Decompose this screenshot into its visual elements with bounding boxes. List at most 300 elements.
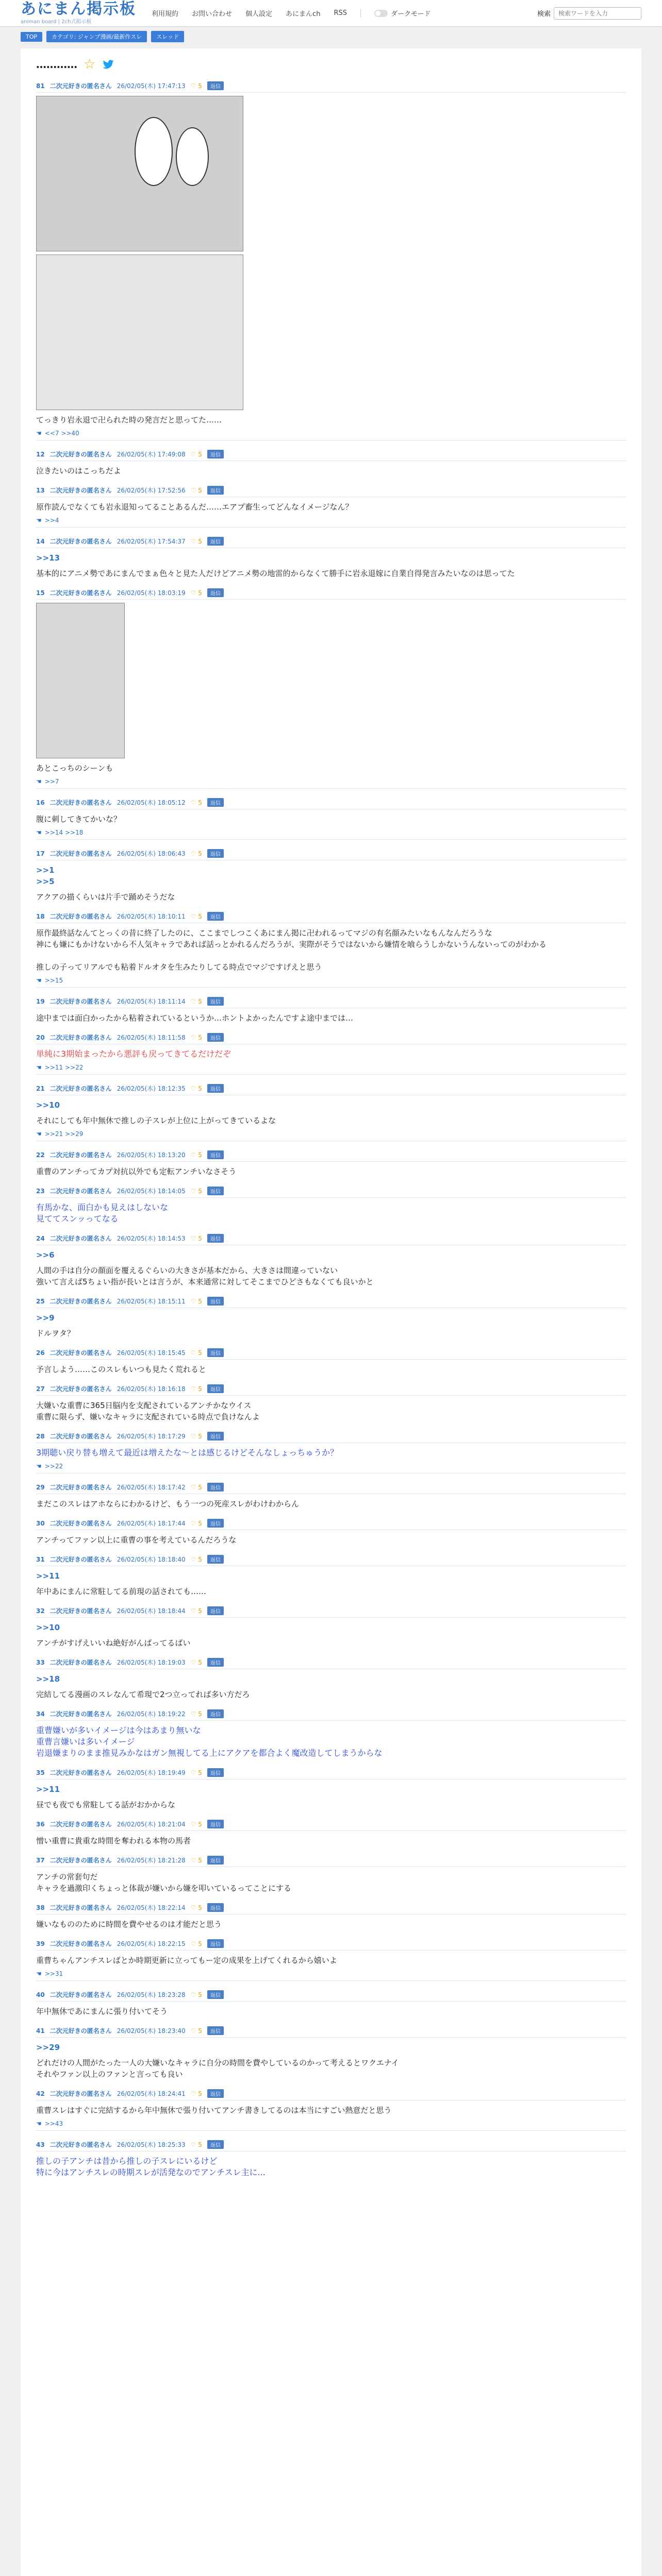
reply-icon: ☚: [36, 778, 42, 785]
post-item: [36, 912, 626, 988]
post-date: 26/02/05(木) 18:24:41: [117, 2090, 186, 2097]
like-count[interactable]: ♡ 5: [190, 486, 202, 494]
post-meta: [36, 1033, 626, 1044]
post-author: 二次元好きの匿名さん: [49, 1151, 112, 1159]
post-meta: [36, 1709, 626, 1721]
post-meta: [36, 537, 626, 548]
post-author: 二次元好きの匿名さん: [49, 1904, 112, 1911]
reply-button[interactable]: 返信: [207, 1297, 224, 1306]
like-count[interactable]: ♡ 5: [190, 1607, 202, 1615]
post-meta: [36, 2089, 626, 2100]
post-date: 26/02/05(木) 18:05:12: [117, 799, 186, 806]
post-author: 二次元好きの匿名さん: [49, 1607, 112, 1615]
post-body: 昼でも夜でも常駐してる話がおかからな: [36, 1800, 176, 1809]
post-body: 重曹ちゃんアンチスレばとか時期更新に立ってもー定の成果を上げてくれるから嬉いよ: [36, 1956, 337, 1965]
like-value: 5: [198, 912, 202, 920]
reply-links[interactable]: >>15: [44, 977, 63, 984]
post-anchor[interactable]: >>29: [36, 2043, 60, 2052]
post-number[interactable]: 21: [36, 1084, 45, 1092]
post-body: アンチってファン以上に重曹の事を考えているんだろうな: [36, 1535, 237, 1545]
post-date: 26/02/05(木) 18:19:49: [117, 1769, 186, 1776]
reply-button[interactable]: 返信: [207, 798, 224, 807]
post-item: [36, 1033, 626, 1075]
reply-button[interactable]: 返信: [207, 1990, 224, 1999]
post-date: 26/02/05(木) 18:14:53: [117, 1235, 186, 1242]
post-item: [36, 1297, 626, 1339]
reply-links[interactable]: >>43: [44, 2120, 63, 2127]
post-author: 二次元好きの匿名さん: [49, 538, 112, 545]
post-number[interactable]: 14: [36, 537, 45, 545]
like-count[interactable]: ♡ 5: [190, 912, 202, 920]
post-meta: [36, 2140, 626, 2151]
post-author: 二次元好きの匿名さん: [49, 913, 112, 920]
reply-button[interactable]: 返信: [207, 2140, 224, 2149]
reply-button[interactable]: 返信: [207, 1483, 224, 1492]
top-nav: [152, 8, 431, 18]
like-count[interactable]: ♡ 5: [190, 1820, 202, 1828]
post-meta: [36, 1519, 626, 1530]
post-author: 二次元好きの匿名さん: [49, 1085, 112, 1092]
reply-links[interactable]: >>22: [44, 1463, 63, 1470]
like-value: 5: [198, 2090, 202, 2097]
reply-button[interactable]: 返信: [207, 1234, 224, 1243]
like-count[interactable]: ♡ 5: [190, 2141, 202, 2148]
post-author: 二次元好きの匿名さん: [49, 451, 112, 458]
post-author: 二次元好きの匿名さん: [49, 799, 112, 806]
post-date: 26/02/05(木) 18:15:45: [117, 1349, 186, 1357]
reply-icon: ☚: [36, 2120, 42, 2127]
post-number[interactable]: 23: [36, 1187, 45, 1195]
like-count[interactable]: ♡ 5: [190, 1432, 202, 1440]
post-body: 泣きたいのはこっちだよ: [36, 466, 121, 476]
reply-button[interactable]: 返信: [207, 81, 224, 90]
post-body: 腹に刺してきてかいな？: [36, 815, 122, 824]
post-number[interactable]: 40: [36, 1991, 45, 1998]
post-number[interactable]: 33: [36, 1658, 45, 1666]
like-count[interactable]: ♡ 5: [190, 2090, 202, 2097]
reply-button[interactable]: 返信: [207, 1903, 224, 1912]
post-reply-links: [36, 778, 626, 789]
like-count[interactable]: ♡ 5: [190, 1033, 202, 1041]
post-item: [36, 1709, 626, 1759]
like-value: 5: [198, 537, 202, 545]
like-count[interactable]: ♡ 5: [190, 1234, 202, 1242]
post-date: 26/02/05(木) 18:13:20: [117, 1151, 186, 1159]
post-author: 二次元好きの匿名さん: [49, 1857, 112, 1864]
post-list: [36, 81, 626, 2178]
reply-button[interactable]: 返信: [207, 537, 224, 546]
post-body: 憎い重曹に貴重な時間を奪われる本物の馬者: [36, 1836, 191, 1845]
post-item: [36, 1903, 626, 1930]
post-number[interactable]: 18: [36, 912, 45, 920]
post-author: 二次元好きの匿名さん: [49, 2090, 112, 2097]
post-reply-links: [36, 1970, 626, 1981]
reply-button[interactable]: 返信: [207, 2089, 224, 2098]
darkmode-toggle[interactable]: [374, 8, 431, 18]
post-body: 嫌いなもののために時間を費やせるのは才能だと思う: [36, 1920, 222, 1929]
reply-button[interactable]: 返信: [207, 1384, 224, 1393]
like-value: 5: [198, 850, 202, 857]
post-date: 26/02/05(木) 17:52:56: [117, 487, 186, 494]
like-value: 5: [198, 1991, 202, 1998]
post-number[interactable]: 34: [36, 1710, 45, 1718]
post-item: [36, 1856, 626, 1894]
reply-button[interactable]: 返信: [207, 912, 224, 921]
post-author: 二次元好きの匿名さん: [49, 1349, 112, 1357]
post-number[interactable]: 81: [36, 82, 45, 90]
like-count[interactable]: ♡ 5: [190, 799, 202, 806]
breadcrumb-top[interactable]: TOP: [21, 32, 42, 42]
reply-button[interactable]: 返信: [207, 849, 224, 858]
post-reply-links: [36, 1463, 626, 1473]
post-author: 二次元好きの匿名さん: [49, 487, 112, 494]
post-meta: [36, 1903, 626, 1914]
reply-button[interactable]: 返信: [207, 486, 224, 495]
reply-links[interactable]: >>7: [44, 778, 59, 785]
post-body: アクアの描くらいは片手で踊めそうだな: [36, 892, 175, 902]
reply-links[interactable]: >>31: [44, 1970, 63, 1977]
like-count[interactable]: ♡ 5: [190, 537, 202, 545]
post-anchor[interactable]: >>10: [36, 1623, 60, 1632]
reply-links[interactable]: >>4: [44, 517, 59, 524]
post-body: 年中無休であにまんに張り付いてそう: [36, 2007, 168, 2016]
post-meta: [36, 2026, 626, 2038]
reply-button[interactable]: 返信: [207, 1820, 224, 1828]
like-count[interactable]: ♡ 5: [190, 850, 202, 857]
like-value: 5: [198, 1607, 202, 1615]
like-value: 5: [198, 486, 202, 494]
post-date: 26/02/05(木) 18:21:28: [117, 1857, 186, 1864]
post-date: 26/02/05(木) 18:11:58: [117, 1034, 186, 1041]
logo-text[interactable]: あにまん掲示板: [21, 0, 136, 18]
post-item: [36, 1150, 626, 1177]
post-item: [36, 2026, 626, 2080]
post-reply-links: [36, 829, 626, 840]
post-number[interactable]: 20: [36, 1033, 45, 1041]
breadcrumb-category[interactable]: カテゴリ: ジャンプ漫画/最新作スレ: [46, 31, 147, 42]
post-item: [36, 1384, 626, 1422]
like-count[interactable]: ♡ 5: [190, 1187, 202, 1195]
like-count[interactable]: ♡ 5: [190, 1940, 202, 1947]
post-author: 二次元好きの匿名さん: [49, 1520, 112, 1527]
post-meta: [36, 1384, 626, 1396]
reply-button[interactable]: 返信: [207, 1519, 224, 1528]
post-number[interactable]: 25: [36, 1297, 45, 1305]
like-count[interactable]: ♡ 5: [190, 450, 202, 458]
post-date: 26/02/05(木) 18:10:11: [117, 913, 186, 920]
post-date: 26/02/05(木) 18:12:35: [117, 1085, 186, 1092]
post-author: 二次元好きの匿名さん: [49, 1385, 112, 1393]
like-value: 5: [198, 82, 202, 90]
nav-divider: [360, 9, 361, 18]
post-date: 26/02/05(木) 17:47:13: [117, 82, 186, 90]
post-date: 26/02/05(木) 18:17:29: [117, 1433, 186, 1440]
like-count[interactable]: ♡ 5: [190, 1710, 202, 1718]
reply-button[interactable]: 返信: [207, 1856, 224, 1865]
post-date: 26/02/05(木) 18:18:44: [117, 1607, 186, 1615]
post-item: [36, 1519, 626, 1546]
like-count[interactable]: ♡ 5: [190, 1151, 202, 1159]
thread-title-row: [36, 57, 626, 72]
post-anchor[interactable]: >>13: [36, 553, 60, 563]
toggle-switch-icon[interactable]: [374, 10, 388, 17]
post-number[interactable]: 39: [36, 1940, 45, 1947]
reply-button[interactable]: 返信: [207, 1348, 224, 1357]
post-item: [36, 2089, 626, 2131]
post-body: てっきり岩永退で卍られた時の発言だと思ってた……: [36, 415, 222, 425]
like-value: 5: [198, 1483, 202, 1491]
like-value: 5: [198, 2141, 202, 2148]
post-anchor[interactable]: >>10: [36, 1100, 60, 1110]
post-anchor[interactable]: >>6: [36, 1250, 55, 1260]
nav-animanch[interactable]: あにまんch: [286, 10, 321, 18]
search-input[interactable]: [557, 9, 637, 18]
like-value: 5: [198, 1769, 202, 1776]
post-number[interactable]: 17: [36, 850, 45, 857]
nav-settings[interactable]: 個人設定: [245, 10, 273, 18]
post-body: 途中までは面白かったから粘着されているというか…ホントよかったんですよ途中までは…: [36, 1013, 354, 1023]
post-meta: [36, 912, 626, 923]
nav-rss[interactable]: RSS: [334, 9, 347, 17]
post-number[interactable]: 41: [36, 2027, 45, 2035]
post-anchor[interactable]: >>18: [36, 1674, 60, 1684]
thread-main: [21, 48, 641, 2576]
post-meta: [36, 1150, 626, 1162]
like-count[interactable]: ♡ 5: [190, 1856, 202, 1864]
like-count[interactable]: ♡ 5: [190, 997, 202, 1005]
reply-links[interactable]: >>14 >>18: [44, 829, 84, 836]
post-number[interactable]: 32: [36, 1607, 45, 1615]
post-body: 重曹スレはすぐに完結するから年中無休で張り付いてアンチ書きしてるのは本当にすごい熱意だと思う: [36, 2106, 392, 2115]
reply-links[interactable]: >>21 >>29: [44, 1130, 84, 1138]
post-author: 二次元好きの匿名さん: [49, 1188, 112, 1195]
twitter-share-icon[interactable]: [102, 58, 115, 71]
reply-button[interactable]: 返信: [207, 1939, 224, 1948]
breadcrumb-thread[interactable]: スレッド: [151, 31, 184, 42]
reply-button[interactable]: 返信: [207, 997, 224, 1006]
nav-terms[interactable]: 利用規約: [152, 10, 179, 18]
reply-button[interactable]: 返信: [207, 1768, 224, 1777]
like-count[interactable]: ♡ 5: [190, 589, 202, 597]
post-anchor[interactable]: >>11: [36, 1785, 60, 1794]
post-number[interactable]: 26: [36, 1349, 45, 1357]
post-number[interactable]: 36: [36, 1820, 45, 1828]
post-number[interactable]: 15: [36, 589, 45, 597]
post-date: 26/02/05(木) 18:03:19: [117, 589, 186, 597]
post-body: それにしても年中無休で推しの子スレが上位に上がってきているよな: [36, 1116, 276, 1125]
post-number[interactable]: 37: [36, 1856, 45, 1864]
manga-panel-image[interactable]: [36, 96, 243, 251]
post-body: 基本的にアニメ勢であにまんでまぁ色々と見た人だけどアニメ勢の地雷的からなくて勝手に岩永退嫁に自業自得発言みたいなのは思ってた: [36, 569, 515, 578]
post-meta: [36, 1768, 626, 1780]
post-meta: [36, 1084, 626, 1095]
post-number[interactable]: 16: [36, 799, 45, 806]
reply-button[interactable]: 返信: [207, 1606, 224, 1615]
post-item: [36, 849, 626, 903]
post-author: 二次元好きの匿名さん: [49, 589, 112, 597]
post-meta: [36, 1187, 626, 1198]
post-number[interactable]: 28: [36, 1432, 45, 1440]
post-reply-links: [36, 1064, 626, 1075]
post-number[interactable]: 13: [36, 486, 45, 494]
like-value: 5: [198, 1710, 202, 1718]
post-body-blue: 推しの子アンチは昔から推しの子スレにいるけど 特に今はアンチスレの時期スレが活発なのでアンチスレ主に...: [36, 2156, 266, 2177]
post-date: 26/02/05(木) 18:11:14: [117, 998, 186, 1005]
post-item: [36, 1483, 626, 1510]
reply-button[interactable]: 返信: [207, 2026, 224, 2035]
reply-button[interactable]: 返信: [207, 450, 224, 459]
like-value: 5: [198, 1519, 202, 1527]
post-author: 二次元好きの匿名さん: [49, 1710, 112, 1718]
post-number[interactable]: 38: [36, 1904, 45, 1911]
post-date: 26/02/05(木) 18:19:22: [117, 1710, 186, 1718]
reply-button[interactable]: 返信: [207, 1709, 224, 1718]
post-date: 26/02/05(木) 17:49:08: [117, 451, 186, 458]
favorite-star-icon[interactable]: ☆: [84, 57, 96, 72]
reply-button[interactable]: 返信: [207, 588, 224, 597]
post-number[interactable]: 43: [36, 2141, 45, 2148]
post-meta: [36, 486, 626, 497]
post-item: [36, 588, 626, 789]
like-count[interactable]: ♡ 5: [190, 1385, 202, 1393]
post-author: 二次元好きの匿名さん: [49, 2141, 112, 2148]
site-header: [0, 0, 662, 27]
reply-icon: ☚: [36, 1970, 42, 1977]
like-value: 5: [198, 1084, 202, 1092]
post-item: [36, 1084, 626, 1141]
like-count[interactable]: ♡ 5: [190, 1519, 202, 1527]
post-number[interactable]: 42: [36, 2090, 45, 2097]
post-body: 人間の手は自分の顔面を覆えるぐらいの大きさが基本だから、大きさは間違っていない 強いて言えば5ちょい指が長いとは言うが、本来通常に対してそこまでひどさもなくても良いかと: [36, 1266, 374, 1286]
like-count[interactable]: ♡ 5: [190, 82, 202, 90]
nav-contact[interactable]: お問い合わせ: [192, 10, 233, 18]
post-meta: [36, 997, 626, 1008]
reply-button[interactable]: 返信: [207, 1432, 224, 1440]
like-count[interactable]: ♡ 5: [190, 1769, 202, 1776]
reply-icon: ☚: [36, 829, 42, 836]
post-item: [36, 1820, 626, 1846]
reply-button[interactable]: 返信: [207, 1150, 224, 1159]
reply-button[interactable]: 返信: [207, 1658, 224, 1667]
post-author: 二次元好きの匿名さん: [49, 1769, 112, 1776]
post-reply-links: [36, 2120, 626, 2131]
post-number[interactable]: 19: [36, 997, 45, 1005]
post-anchor[interactable]: >>11: [36, 1571, 60, 1581]
post-anchor[interactable]: >>9: [36, 1313, 55, 1323]
reply-button[interactable]: 返信: [207, 1084, 224, 1093]
post-author: 二次元好きの匿名さん: [49, 1556, 112, 1563]
post-item: [36, 997, 626, 1024]
post-number[interactable]: 35: [36, 1769, 45, 1776]
post-date: 26/02/05(木) 18:14:05: [117, 1188, 186, 1195]
reply-icon: ☚: [36, 1463, 42, 1470]
post-number[interactable]: 27: [36, 1385, 45, 1393]
like-count[interactable]: ♡ 5: [190, 1658, 202, 1666]
like-count[interactable]: ♡ 5: [190, 1904, 202, 1911]
post-meta: [36, 798, 626, 809]
post-body-red: 単純に3期始まったから悪評も戻ってきてるだけだぞ: [36, 1049, 231, 1059]
post-body: 原作読んでなくても岩永退知ってることあるんだ……エアプ畜生ってどんなイメージなん？: [36, 502, 353, 512]
like-value: 5: [198, 2027, 202, 2035]
manga-panel-image[interactable]: [36, 603, 125, 758]
post-body: アンチがすげえいいね絶好がんばってるばい: [36, 1638, 191, 1648]
post-author: 二次元好きの匿名さん: [49, 1940, 112, 1947]
post-item: [36, 1939, 626, 1981]
post-item: [36, 1555, 626, 1597]
reply-button[interactable]: 返信: [207, 1555, 224, 1564]
search-box[interactable]: [554, 7, 641, 20]
site-logo[interactable]: [21, 2, 136, 25]
like-value: 5: [198, 1940, 202, 1947]
post-item: [36, 537, 626, 579]
like-count[interactable]: ♡ 5: [190, 1483, 202, 1491]
like-value: 5: [198, 997, 202, 1005]
reply-links[interactable]: >>11 >>22: [44, 1064, 84, 1071]
post-author: 二次元好きの匿名さん: [49, 1991, 112, 1998]
reply-button[interactable]: 返信: [207, 1033, 224, 1042]
like-count[interactable]: ♡ 5: [190, 1084, 202, 1092]
post-date: 26/02/05(木) 17:54:37: [117, 538, 186, 545]
post-body: 完結してる漫画のスレなんて希現で2つ立ってれば多い方だろ: [36, 1690, 250, 1699]
logo-subtitle: animan board | 2ch式掲示板: [21, 19, 92, 25]
post-meta: [36, 849, 626, 860]
like-value: 5: [198, 1187, 202, 1195]
reply-icon: ☚: [36, 517, 42, 524]
manga-panel-image[interactable]: [36, 255, 243, 410]
like-count[interactable]: ♡ 5: [190, 1991, 202, 1998]
post-author: 二次元好きの匿名さん: [49, 2027, 112, 2035]
post-item: [36, 1432, 626, 1473]
reply-icon: ☚: [36, 1064, 42, 1071]
like-value: 5: [198, 450, 202, 458]
post-meta: [36, 1297, 626, 1308]
post-number[interactable]: 31: [36, 1555, 45, 1563]
like-count[interactable]: ♡ 5: [190, 1349, 202, 1357]
post-reply-links: [36, 1130, 626, 1141]
post-author: 二次元好きの匿名さん: [49, 850, 112, 857]
post-body-blue: 3期聴い戻り替も増えて最近は増えたな〜とは感じるけどそんなしょっちゅうか？: [36, 1448, 339, 1458]
post-number[interactable]: 24: [36, 1234, 45, 1242]
search-area: [537, 7, 641, 20]
post-item: [36, 1990, 626, 2017]
like-count[interactable]: ♡ 5: [190, 1297, 202, 1305]
post-anchor[interactable]: >>1 >>5: [36, 866, 55, 886]
post-number[interactable]: 12: [36, 450, 45, 458]
darkmode-label: ダークモード: [390, 10, 431, 18]
post-item: [36, 1768, 626, 1810]
reply-links[interactable]: <<7 >>40: [44, 430, 79, 437]
post-author: 二次元好きの匿名さん: [49, 998, 112, 1005]
like-count[interactable]: ♡ 5: [190, 1555, 202, 1563]
post-number[interactable]: 22: [36, 1151, 45, 1159]
like-count[interactable]: ♡ 5: [190, 2027, 202, 2035]
post-date: 26/02/05(木) 18:22:15: [117, 1940, 186, 1947]
reply-icon: ☚: [36, 430, 42, 437]
post-date: 26/02/05(木) 18:22:14: [117, 1904, 186, 1911]
post-date: 26/02/05(木) 18:06:43: [117, 850, 186, 857]
post-item: [36, 486, 626, 528]
thread-title: …………: [36, 58, 77, 71]
post-author: 二次元好きの匿名さん: [49, 1433, 112, 1440]
post-number[interactable]: 29: [36, 1483, 45, 1491]
post-number[interactable]: 30: [36, 1519, 45, 1527]
reply-button[interactable]: 返信: [207, 1187, 224, 1195]
post-body: まだこのスレはアホならにわかるけど、もう一つの死産スレがわけわからん: [36, 1499, 300, 1509]
post-meta: [36, 1856, 626, 1867]
reply-icon: ☚: [36, 1130, 42, 1138]
post-body: 予言しよう……このスレもいつも見たく荒れると: [36, 1365, 207, 1374]
post-reply-links: [36, 430, 626, 440]
